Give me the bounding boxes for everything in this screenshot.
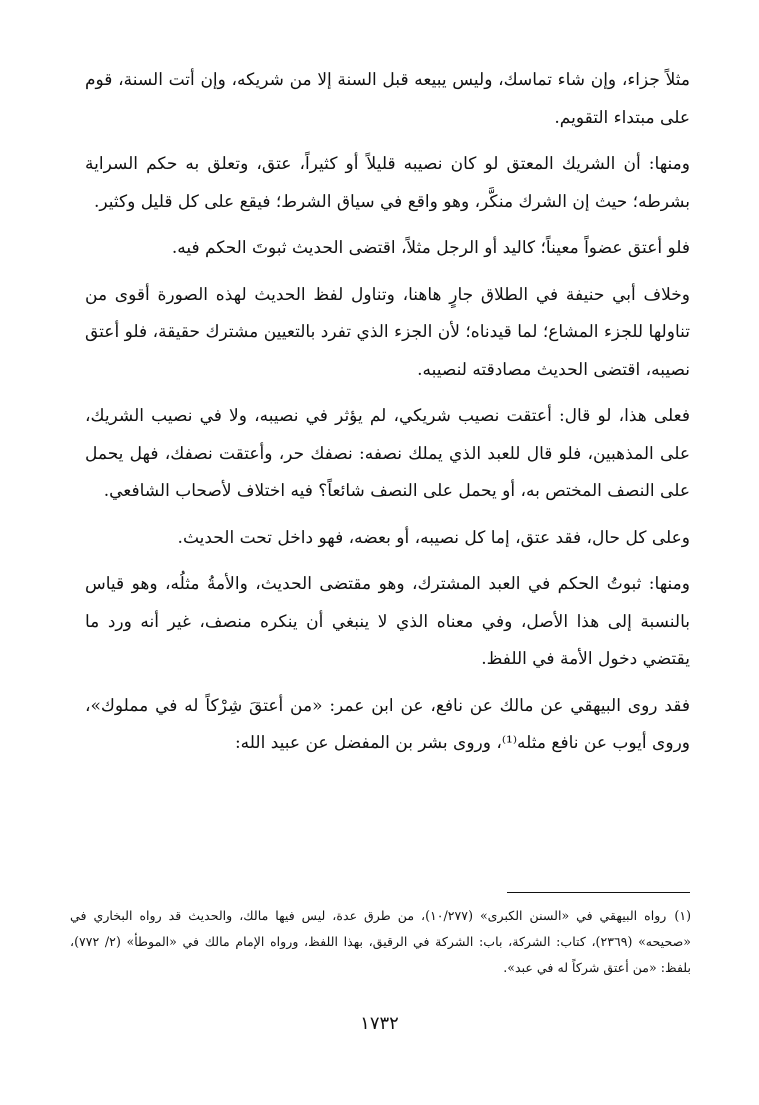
paragraph-5: فعلى هذا، لو قال: أعتقت نصيب شريكي، لم يؤثر في نصيبه، ولا في نصيب الشريك، على المذهبين، فلو قال للعبد الذي يملك نصفه: نصفك حر، وأعتقت نصفك، فهل يحمل على النصف المختص به، أو يحمل على النصف شائعاً؟ فيه اختلاف لأصحاب الشافعي. [85,406,690,501]
paragraph-7: ومنها: ثبوتُ الحكم في العبد المشترك، وهو مقتضى الحديث، والأمةُ مثلُه، وهو قياس بالنسبة إلى هذا الأصل، وفي معناه الذي لا ينبغي أن ينكره منصف، غير أنه ورد ما يقتضي دخول الأمة في اللفظ. [85,574,690,669]
footnote-number: (١) [674,908,691,923]
footnote-text: رواه البيهقي في «السنن الكبرى» (١٠/٢٧٧)، من طرق عدة، ليس فيها مالك، والحديث قد رواه البخاري في «صحيحه» (٢٣٦٩)، كتاب: الشركة، باب: الشركة في الرقيق، بهذا اللفظ، ورواه الإمام مالك في «الموطأ» (٢/ ٧٧٢)، بلفظ: «من أعتق شركاً له في عبد». [70,908,691,975]
paragraph-1: مثلاً جزاء، وإن شاء تماسك، وليس يبيعه قبل السنة إلا من شريكه، وإن أتت السنة، قوم على مبتداء التقويم. [85,70,690,128]
main-text [85,62,690,772]
paragraph-6: وعلى كل حال، فقد عتق، إما كل نصيبه، أو بعضه، فهو داخل تحت الحديث. [177,527,690,548]
paragraph-4: وخلاف أبي حنيفة في الطلاق جارٍ هاهنا، وتناول لفظ الحديث لهذه الصورة أقوى من تناولها للجزء المشاع؛ لما قيدناه؛ لأن الجزء الذي تفرد بالتعيين مشترك حقيقة، فلو أعتق نصيبه، اقتضى الحديث مصادقته لنصيبه. [85,284,690,380]
footnote-divider [507,892,690,893]
paragraph-8: فقد روى البيهقي عن مالك عن نافع، عن ابن عمر: «من أعتقَ شِرْكاً له في مملوك»، وروى أيوب عن نافع مثله⁽¹⁾، وروى بشر بن المفضل عن عبيد الله: [85,695,690,753]
paragraph-3: فلو أعتق عضواً معيناً؛ كاليد أو الرجل مثلاً، اقتضى الحديث ثبوتَ الحكم فيه. [171,238,690,258]
footnote [70,903,691,981]
paragraph-2: ومنها: أن الشريك المعتق لو كان نصيبه قليلاً أو كثيراً، عتق، وتعلق به حكم السراية بشرطه؛ حيث إن الشرك منكَّر، وهو واقع في سياق الشرط؛ فيقع على كل قليل وكثير. [85,154,690,212]
page-number: ١٧٣٢ [360,1013,399,1034]
